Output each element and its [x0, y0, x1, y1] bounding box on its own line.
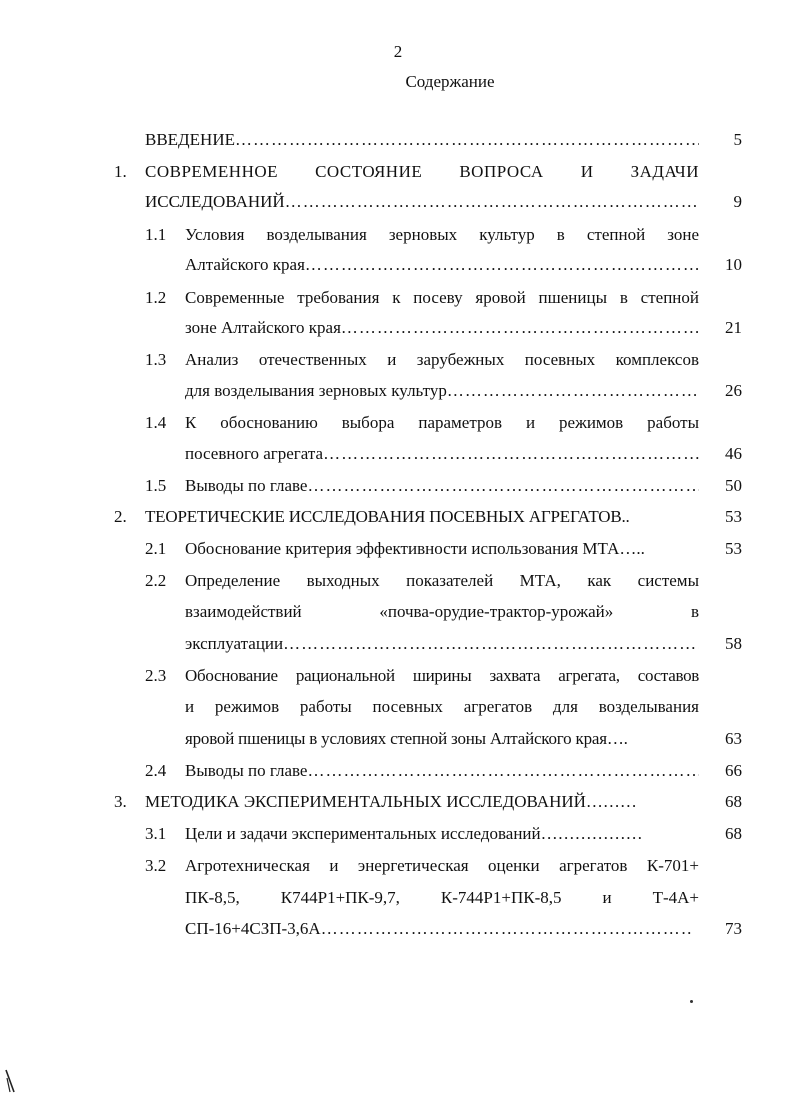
toc-title: Содержание: [405, 72, 495, 91]
toc-entry-text: Современные требования к посеву яровой пшеницы в степной: [185, 288, 699, 307]
toc-entry-text: Цели и задачи экспериментальных исследований………………: [185, 824, 643, 843]
toc-entry-text: ТЕОРЕТИЧЕСКИЕ ИССЛЕДОВАНИЯ ПОСЕВНЫХ АГРЕГАТОВ..: [145, 507, 630, 526]
toc-entry-number: 2.2: [145, 571, 167, 590]
leader-dots: [341, 316, 699, 340]
toc-entry-page: 50: [725, 476, 742, 495]
toc-entry-page: 53: [725, 507, 742, 526]
leader-dots: [323, 442, 699, 466]
toc-entry-page: 68: [725, 824, 742, 843]
toc-entry-text: для возделывания зерновых культур: [185, 381, 447, 400]
toc-entry-text: яровой пшеницы в условиях степной зоны Алтайского края….: [185, 729, 628, 748]
toc-entry-number: 1.1: [145, 225, 167, 244]
toc-entry-text: Выводы по главе: [185, 761, 308, 780]
toc-entry-number: 3.: [114, 792, 127, 811]
leader-dots: [307, 759, 699, 783]
toc-entry-text: Агротехническая и энергетическая оценки агрегатов К-701+: [185, 856, 699, 875]
toc-entry-page: 58: [725, 634, 742, 653]
toc-entry-page: 26: [725, 381, 742, 400]
toc-entry-text: Алтайского края: [185, 255, 305, 274]
toc-entry-page: 9: [733, 192, 742, 211]
toc-entry-text: эксплуатации: [185, 634, 284, 653]
toc-entry-page: 68: [725, 792, 742, 811]
toc-entry-page: 53: [725, 539, 742, 558]
toc-entry-text: К обоснованию выбора параметров и режимов работы: [185, 413, 699, 432]
toc-entry-page: 10: [725, 255, 742, 274]
leader-dots: [305, 253, 699, 277]
toc-entry-page: 21: [725, 318, 742, 337]
toc-entry-text: посевного агрегата: [185, 444, 324, 463]
toc-entry-number: 1.5: [145, 476, 167, 495]
toc-entry-text: Условия возделывания зерновых культур в степной зоне: [185, 225, 699, 244]
toc-entry-number: 2.4: [145, 761, 167, 780]
toc-entry-text: и режимов работы посевных агрегатов для возделывания: [185, 697, 699, 716]
toc-entry-text: СП-16+4СЗП-3,6А: [185, 919, 321, 938]
leader-dots: [447, 379, 699, 403]
toc-entry-text: Анализ отечественных и зарубежных посевных комплексов: [185, 350, 699, 369]
toc-entry-number: 2.: [114, 507, 127, 526]
toc-entry-page: 46: [725, 444, 742, 463]
toc-entry-number: 1.2: [145, 288, 167, 307]
leader-dots: [321, 917, 691, 941]
leader-dots: [285, 190, 699, 214]
toc-entry-page: 73: [725, 919, 742, 938]
toc-entry-text: взаимодействий «почва-орудие-трактор-урожай» в: [185, 602, 699, 621]
toc-entry-text: зоне Алтайского края: [185, 318, 341, 337]
toc-entry-number: 1.4: [145, 413, 167, 432]
toc-entry-page: 5: [733, 130, 742, 149]
toc-entry-number: 1.3: [145, 350, 167, 369]
toc-entry-number: 3.2: [145, 856, 167, 875]
toc-entry-page: 63: [725, 729, 742, 748]
scan-edge-mark: [4, 1068, 18, 1094]
leader-dots: [283, 632, 699, 656]
toc-entry-page: 66: [725, 761, 742, 780]
toc-entry-number: 1.: [114, 162, 127, 181]
toc-entry-text: СОВРЕМЕННОЕ СОСТОЯНИЕ ВОПРОСА И ЗАДАЧИ: [145, 162, 699, 181]
toc-entry-text: Обоснование рациональной ширины захвата агрегата, составов: [185, 666, 699, 685]
toc-entry-text: ИССЛЕДОВАНИЙ: [145, 192, 285, 211]
toc-entry-number: 2.3: [145, 666, 167, 685]
toc-entry-text: ВВЕДЕНИЕ: [145, 130, 235, 149]
leader-dots: [307, 474, 699, 498]
toc-entry-text: Обоснование критерия эффективности использования МТА…..: [185, 539, 645, 558]
page-number: 2: [393, 42, 403, 61]
toc-entry-text: Определение выходных показателей МТА, как системы: [185, 571, 699, 590]
toc-entry-number: 3.1: [145, 824, 167, 843]
scan-speck: [690, 1000, 693, 1003]
toc-entry-text: МЕТОДИКА ЭКСПЕРИМЕНТАЛЬНЫХ ИССЛЕДОВАНИЙ………: [145, 792, 637, 811]
toc-entry-text: Выводы по главе: [185, 476, 308, 495]
toc-entry-number: 2.1: [145, 539, 167, 558]
leader-dots: [235, 128, 699, 152]
toc-entry-text: ПК-8,5, К744Р1+ПК-9,7, К-744Р1+ПК-8,5 и Т-4А+: [185, 888, 699, 907]
